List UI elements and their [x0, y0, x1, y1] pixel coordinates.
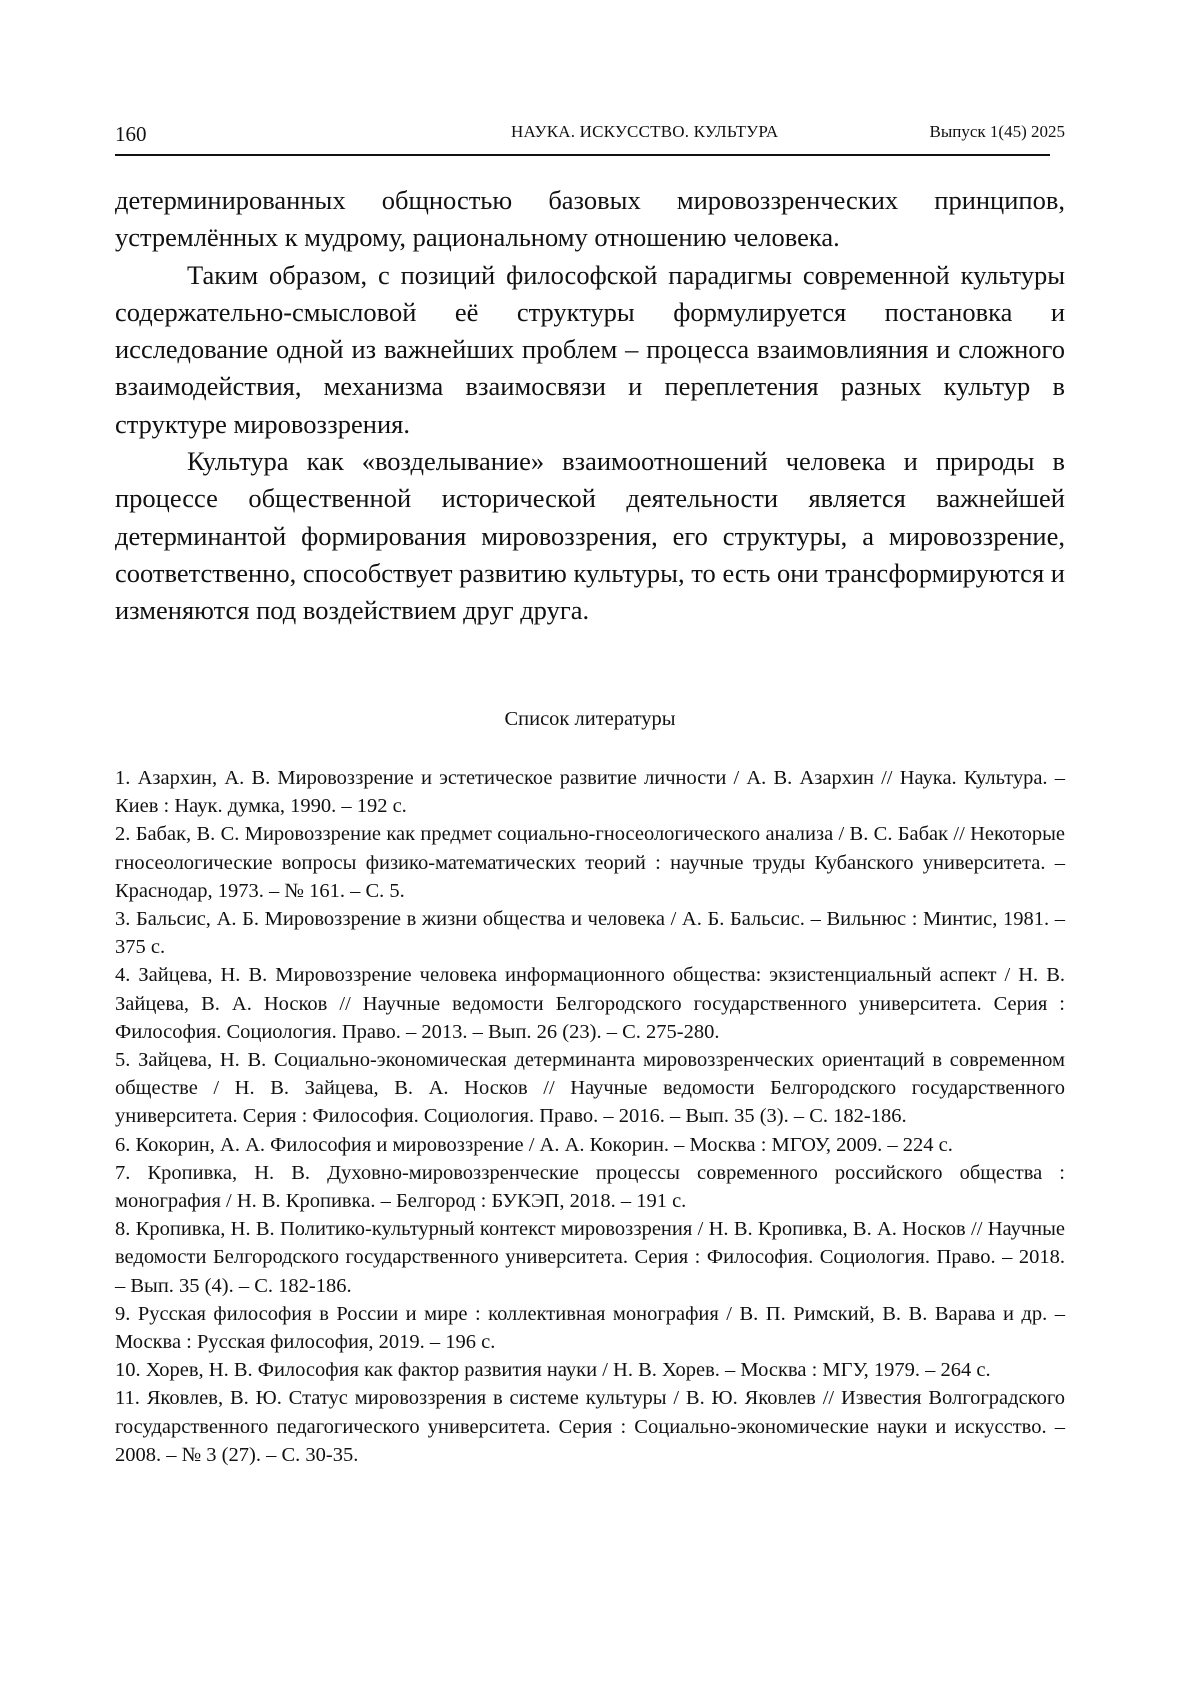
reference-item: 10. Хорев, Н. В. Философия как фактор развития науки / Н. В. Хорев. – Москва : МГУ, 1979. – 264 с. — [115, 1359, 991, 1382]
reference-item: 2. Бабак, В. С. Мировоззрение как предмет социально-гносеологического анализа / В. С. Бабак // Некоторые гносеологические вопросы физико-математических теорий : научные труды Кубанского университета. – Краснодар, 1973. – № 161. – С. 5. — [115, 823, 1065, 902]
paragraph: Культура как «возделывание» взаимоотношений человека и природы в процессе общественной исторической деятельности является важнейшей детерминантой формирования мировоззрения, его структуры, а мировоззрение, соответственно, способствует развитию культуры, то есть они трансформируются и изменяются под воздействием друг друга. — [115, 446, 1065, 626]
header-rule — [115, 154, 1050, 156]
journal-title: НАУКА. ИСКУССТВО. КУЛЬТУРА — [511, 122, 779, 141]
running-header — [115, 118, 1065, 148]
page-number: 160 — [115, 122, 147, 146]
references-title: Список литературы — [504, 708, 676, 730]
reference-item: 4. Зайцева, Н. В. Мировоззрение человека информационного общества: экзистенциальный аспект / Н. В. Зайцева, В. А. Носков // Научные ведомости Белгородского государственного университета. Серия : Философия. Социология. Право. – 2013. – Вып. 26 (23). – С. 275-280. — [115, 964, 1065, 1043]
references-list — [115, 764, 1065, 1469]
reference-item: 3. Бальсис, А. Б. Мировоззрение в жизни общества и человека / А. Б. Бальсис. – Вильнюс : Минтис, 1981. – 375 с. — [115, 908, 1065, 959]
paragraph: Таким образом, с позиций философской парадигмы современной культуры содержательно-смысловой её структуры формулируется постановка и исследование одной из важнейших проблем – процесса взаимовлияния и сложного взаимодействия, механизма взаимосвязи и переплетения разных культур в структуре мировоззрения. — [115, 259, 1065, 439]
issue-label: Выпуск 1(45) 2025 — [929, 122, 1065, 141]
body-text — [115, 182, 1065, 630]
reference-item: 7. Кропивка, Н. В. Духовно-мировоззренческие процессы современного российского общества : монография / Н. В. Кропивка. – Белгород : БУКЭП, 2018. – 191 с. — [115, 1161, 1065, 1213]
reference-item: 8. Кропивка, Н. В. Политико-культурный контекст мировоззрения / Н. В. Кропивка, В. А. Носков // Научные ведомости Белгородского государственного университета. Серия : Философия. Социология. Право. – 2018. – Вып. 35 (4). – С. 182-186. — [115, 1218, 1065, 1297]
page — [115, 118, 1065, 1466]
reference-item: 6. Кокорин, А. А. Философия и мировоззрение / А. А. Кокорин. – Москва : МГОУ, 2009. – 224 с. — [115, 1133, 953, 1156]
reference-item: 5. Зайцева, Н. В. Социально-экономическая детерминанта мировоззренческих ориентаций в современном обществе / Н. В. Зайцева, В. А. Носков // Научные ведомости Белгородского государственного университета. Серия : Философия. Социология. Право. – 2016. – Вып. 35 (3). – С. 182-186. — [115, 1049, 1065, 1128]
paragraph: детерминированных общностью базовых мировоззренческих принципов, устремлённых к мудрому, рациональному отношению человека. — [115, 185, 1065, 253]
reference-item: 9. Русская философия в России и мире : коллективная монография / В. П. Римский, В. В. Варава и др. – Москва : Русская философия, 2019. – 196 с. — [115, 1302, 1065, 1354]
reference-item: 1. Азархин, А. В. Мировоззрение и эстетическое развитие личности / А. В. Азархин // Наука. Культура. – Киев : Наук. думка, 1990. – 192 с. — [115, 767, 1065, 818]
reference-item: 11. Яковлев, В. Ю. Статус мировоззрения в системе культуры / В. Ю. Яковлев // Известия Волгоградского государственного педагогического университета. Серия : Социально-экономические науки и искусство. – 2008. – № 3 (27). – С. 30-35. — [115, 1387, 1065, 1466]
